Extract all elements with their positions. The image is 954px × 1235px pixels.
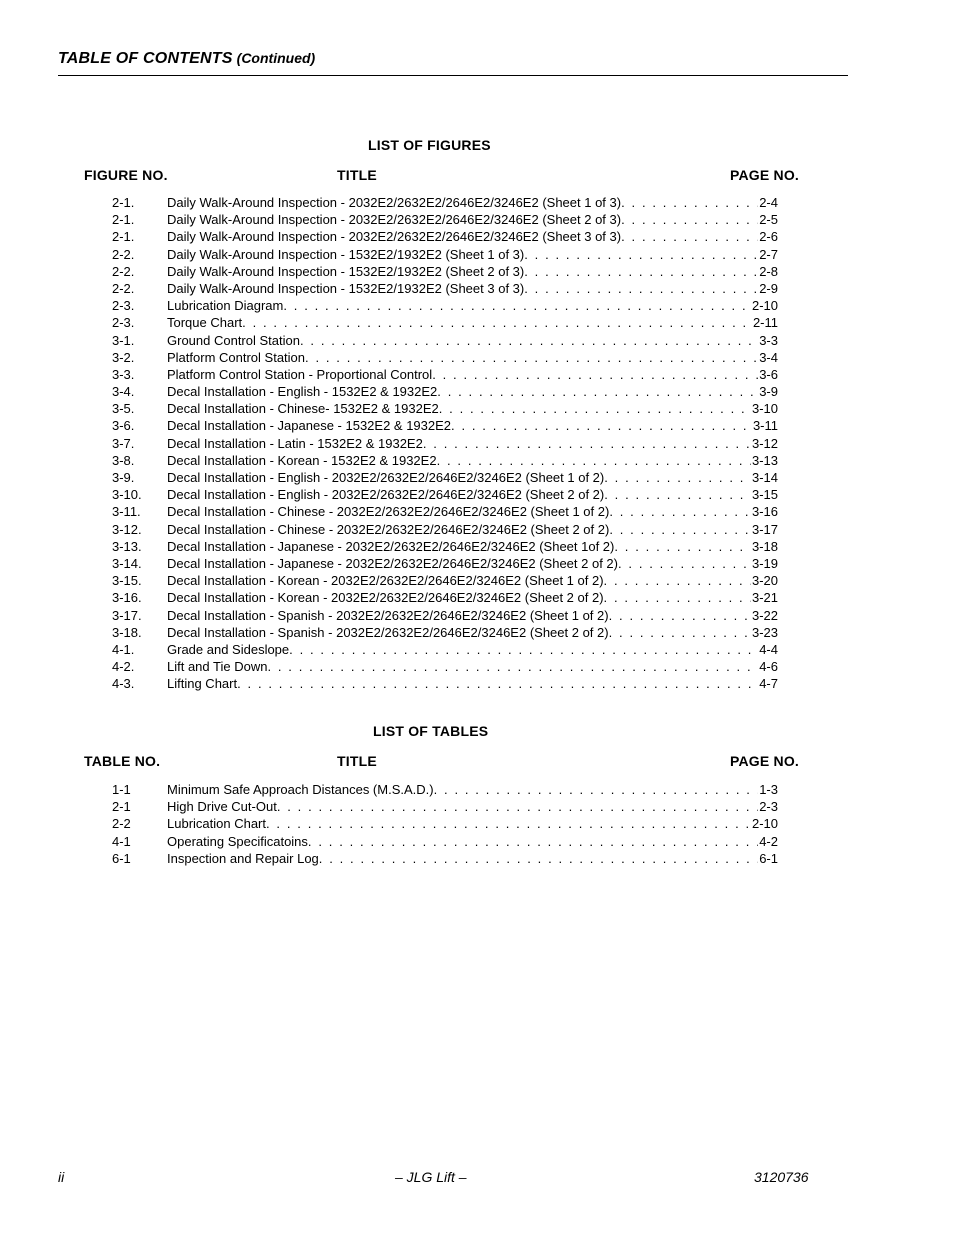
entry-line: [167, 624, 778, 641]
entry-title: Decal Installation - Korean - 1532E2 & 1932E2: [167, 452, 437, 468]
toc-entry: [112, 572, 778, 589]
entry-title: Decal Installation - Korean - 2032E2/2632E2/2646E2/3246E2 (Sheet 2 of 2): [167, 590, 604, 606]
entry-line: [167, 641, 778, 658]
entry-number: 2-1.: [112, 229, 135, 245]
toc-entry: [112, 675, 778, 692]
toc-entry: [112, 503, 778, 520]
entry-title: Decal Installation - Chinese - 2032E2/2632E2/2646E2/3246E2 (Sheet 2 of 2): [167, 521, 610, 537]
entry-number: 3-13.: [112, 538, 142, 554]
entry-page: 3-15: [751, 487, 778, 503]
entry-number: 2-2.: [112, 246, 135, 262]
entry-page: 3-20: [751, 573, 778, 589]
entry-page: 2-9: [759, 280, 778, 296]
entry-page: 2-10: [751, 816, 778, 832]
dot-leader: [451, 417, 752, 434]
toc-entry: [112, 332, 778, 349]
entry-line: [167, 246, 778, 263]
entry-page: 3-19: [751, 555, 778, 571]
toc-entry: [112, 521, 778, 538]
entry-page: 2-4: [759, 195, 778, 210]
toc-entry: [112, 833, 778, 850]
figures-col-title: TITLE: [337, 167, 377, 183]
entry-title: Daily Walk-Around Inspection - 1532E2/1932E2 (Sheet 1 of 3): [167, 246, 525, 262]
entry-number: 4-3.: [112, 676, 135, 692]
entry-page: 3-10: [751, 401, 778, 417]
footer-doc-number: 3120736: [754, 1169, 809, 1185]
entry-page: 4-4: [759, 641, 778, 657]
toc-entry: [112, 815, 778, 832]
footer-center: – JLG Lift –: [395, 1169, 467, 1185]
entry-line: [167, 332, 778, 349]
entry-page: 4-2: [759, 833, 778, 849]
entry-number: 3-17.: [112, 607, 142, 623]
toc-entry: [112, 469, 778, 486]
dot-leader: [524, 263, 758, 280]
toc-entry: [112, 486, 778, 503]
entry-page: 3-23: [751, 624, 778, 640]
entry-number: 3-5.: [112, 401, 135, 417]
header-title: TABLE OF CONTENTS: [58, 50, 233, 67]
entry-title: Decal Installation - Chinese- 1532E2 & 1932E2: [167, 401, 439, 417]
entry-line: [167, 297, 778, 314]
toc-entry: [112, 400, 778, 417]
footer-page-number: ii: [58, 1169, 65, 1185]
entry-number: 2-2: [112, 816, 131, 832]
toc-entry: [112, 658, 778, 675]
toc-entry: [112, 435, 778, 452]
dot-leader: [439, 400, 751, 417]
entry-title: Platform Control Station - Proportional Control: [167, 366, 433, 382]
entry-page: 4-7: [759, 676, 778, 692]
toc-entry: [112, 263, 778, 280]
entry-number: 3-16.: [112, 590, 142, 606]
entry-page: 3-13: [751, 452, 778, 468]
toc-entry: [112, 781, 778, 798]
entry-number: 3-2.: [112, 349, 135, 365]
figures-col-number: FIGURE NO.: [84, 167, 168, 183]
entry-number: 2-1.: [112, 212, 135, 228]
entry-number: 4-2.: [112, 659, 135, 675]
entry-page: 3-18: [751, 538, 778, 554]
dot-leader: [300, 332, 758, 349]
entry-line: [167, 572, 778, 589]
toc-entry: [112, 624, 778, 641]
entry-number: 2-2.: [112, 280, 135, 296]
dot-leader: [277, 798, 758, 815]
dot-leader: [283, 297, 751, 314]
toc-entry: [112, 383, 778, 400]
entry-number: 3-6.: [112, 418, 135, 434]
dot-leader: [266, 815, 751, 832]
dot-leader: [305, 349, 758, 366]
entry-number: 4-1.: [112, 641, 135, 657]
entry-page: 2-7: [759, 246, 778, 262]
entry-line: [167, 400, 778, 417]
dot-leader: [621, 194, 758, 211]
entry-number: 3-11.: [112, 504, 141, 520]
entry-number: 4-1: [112, 833, 131, 849]
entry-title: Decal Installation - Chinese - 2032E2/2632E2/2646E2/3246E2 (Sheet 1 of 2): [167, 504, 610, 520]
entry-line: [167, 589, 778, 606]
tables-col-number: TABLE NO.: [84, 753, 161, 769]
entry-title: Decal Installation - Korean - 2032E2/2632E2/2646E2/3246E2 (Sheet 1 of 2): [167, 573, 604, 589]
dot-leader: [609, 503, 751, 520]
dot-leader: [289, 641, 758, 658]
toc-entry: [112, 538, 778, 555]
entry-page: 2-5: [759, 212, 778, 228]
entry-line: [167, 383, 778, 400]
toc-entry: [112, 641, 778, 658]
toc-entry: [112, 555, 778, 572]
entry-title: Minimum Safe Approach Distances (M.S.A.D.): [167, 782, 434, 797]
entry-page: 3-22: [751, 607, 778, 623]
toc-entry: [112, 349, 778, 366]
toc-entry: [112, 314, 778, 331]
dot-leader: [524, 280, 758, 297]
entry-title: Decal Installation - Japanese - 2032E2/2632E2/2646E2/3246E2 (Sheet 1of 2): [167, 538, 615, 554]
entry-line: [167, 675, 778, 692]
entry-title: Decal Installation - Spanish - 2032E2/2632E2/2646E2/3246E2 (Sheet 1 of 2): [167, 607, 609, 623]
entry-number: 3-14.: [112, 555, 142, 571]
entry-number: 2-3.: [112, 315, 135, 331]
entry-page: 3-11: [752, 418, 778, 434]
tables-list: [112, 781, 778, 867]
entry-line: [167, 850, 778, 867]
entry-number: 3-4.: [112, 384, 135, 400]
dot-leader: [621, 228, 758, 245]
entry-page: 3-16: [751, 504, 778, 520]
entry-line: [167, 555, 778, 572]
toc-entry: [112, 417, 778, 434]
entry-title: Decal Installation - Japanese - 1532E2 & 1932E2: [167, 418, 452, 434]
entry-line: [167, 607, 778, 624]
toc-entry: [112, 280, 778, 297]
entry-number: 3-10.: [112, 487, 142, 503]
entry-line: [167, 417, 778, 434]
entry-line: [167, 435, 778, 452]
dot-leader: [423, 435, 751, 452]
entry-line: [167, 798, 778, 815]
entry-title: Lifting Chart: [167, 676, 238, 692]
entry-title: Decal Installation - Latin - 1532E2 & 1932E2: [167, 435, 423, 451]
entry-title: Operating Specificatoins: [167, 833, 308, 849]
entry-page: 3-21: [751, 590, 778, 606]
entry-page: 4-6: [759, 659, 778, 675]
dot-leader: [604, 469, 751, 486]
header-subtitle: (Continued): [236, 50, 316, 66]
dot-leader: [432, 366, 758, 383]
entry-line: [167, 815, 778, 832]
entry-number: 6-1: [112, 850, 131, 866]
entry-number: 2-1.: [112, 195, 135, 210]
dot-leader: [609, 607, 751, 624]
entry-line: [167, 503, 778, 520]
entry-title: Platform Control Station: [167, 349, 306, 365]
entry-page: 2-3: [759, 799, 778, 815]
dot-leader: [609, 624, 751, 641]
entry-line: [167, 833, 778, 850]
entry-title: Lubrication Diagram: [167, 298, 284, 314]
tables-section-title: LIST OF TABLES: [373, 723, 489, 739]
toc-entry: [112, 297, 778, 314]
entry-number: 3-8.: [112, 452, 135, 468]
entry-page: 3-4: [759, 349, 778, 365]
entry-title: High Drive Cut-Out: [167, 799, 277, 815]
entry-title: Decal Installation - Japanese - 2032E2/2632E2/2646E2/3246E2 (Sheet 2 of 2): [167, 555, 618, 571]
toc-entry: [112, 211, 778, 228]
dot-leader: [604, 572, 751, 589]
entry-page: 2-10: [751, 298, 778, 314]
entry-page: 3-3: [759, 332, 778, 348]
toc-entry: [112, 589, 778, 606]
toc-entry: [112, 798, 778, 815]
entry-number: 3-1.: [112, 332, 135, 348]
entry-line: [167, 263, 778, 280]
entry-title: Decal Installation - English - 2032E2/2632E2/2646E2/3246E2 (Sheet 2 of 2): [167, 487, 605, 503]
entry-number: 3-7.: [112, 435, 135, 451]
entry-line: [167, 781, 778, 798]
toc-entry: [112, 850, 778, 867]
figures-section-title: LIST OF FIGURES: [368, 137, 491, 153]
entry-number: 2-1: [112, 799, 131, 815]
dot-leader: [242, 314, 752, 331]
entry-title: Decal Installation - English - 1532E2 & 1932E2: [167, 384, 438, 400]
entry-number: 1-1: [112, 782, 131, 797]
tables-col-page: PAGE NO.: [730, 753, 800, 769]
entry-title: Decal Installation - Spanish - 2032E2/2632E2/2646E2/3246E2 (Sheet 2 of 2): [167, 624, 609, 640]
entry-page: 3-6: [759, 366, 778, 382]
toc-entry: [112, 452, 778, 469]
entry-title: Lift and Tie Down: [167, 659, 268, 675]
toc-entry: [112, 607, 778, 624]
dot-leader: [618, 555, 751, 572]
dot-leader: [621, 211, 758, 228]
entry-number: 2-2.: [112, 263, 135, 279]
entry-number: 2-3.: [112, 298, 135, 314]
dot-leader: [614, 538, 751, 555]
entry-line: [167, 228, 778, 245]
entry-line: [167, 521, 778, 538]
entry-title: Ground Control Station: [167, 332, 300, 348]
entry-title: Daily Walk-Around Inspection - 2032E2/2632E2/2646E2/3246E2 (Sheet 2 of 3): [167, 212, 622, 228]
entry-line: [167, 211, 778, 228]
entry-line: [167, 538, 778, 555]
entry-number: 3-18.: [112, 624, 142, 640]
dot-leader: [604, 589, 751, 606]
entry-number: 3-3.: [112, 366, 135, 382]
entry-number: 3-15.: [112, 573, 142, 589]
entry-line: [167, 314, 778, 331]
entry-number: 3-9.: [112, 470, 135, 485]
entry-page: 2-6: [759, 229, 778, 245]
toc-entry: [112, 228, 778, 245]
entry-line: [167, 280, 778, 297]
page-header: [58, 50, 848, 76]
entry-title: Daily Walk-Around Inspection - 2032E2/2632E2/2646E2/3246E2 (Sheet 1 of 3): [167, 195, 622, 210]
entry-title: Daily Walk-Around Inspection - 1532E2/1932E2 (Sheet 2 of 3): [167, 263, 525, 279]
dot-leader: [267, 658, 758, 675]
dot-leader: [237, 675, 758, 692]
entry-title: Lubrication Chart: [167, 816, 266, 832]
entry-page: 3-14: [751, 470, 778, 485]
figures-col-page: PAGE NO.: [730, 167, 800, 183]
entry-title: Decal Installation - English - 2032E2/2632E2/2646E2/3246E2 (Sheet 1 of 2): [167, 470, 605, 485]
dot-leader: [524, 246, 758, 263]
tables-col-title: TITLE: [337, 753, 377, 769]
dot-leader: [609, 521, 751, 538]
entry-page: 2-11: [752, 315, 778, 331]
entry-line: [167, 452, 778, 469]
dot-leader: [319, 850, 758, 867]
toc-entry: [112, 194, 778, 211]
entry-line: [167, 469, 778, 486]
dot-leader: [437, 383, 758, 400]
dot-leader: [604, 486, 751, 503]
entry-title: Daily Walk-Around Inspection - 2032E2/2632E2/2646E2/3246E2 (Sheet 3 of 3): [167, 229, 622, 245]
entry-title: Daily Walk-Around Inspection - 1532E2/1932E2 (Sheet 3 of 3): [167, 280, 525, 296]
entry-page: 6-1: [759, 850, 778, 866]
entry-line: [167, 486, 778, 503]
entry-number: 3-12.: [112, 521, 142, 537]
figures-list: [112, 194, 778, 692]
entry-line: [167, 349, 778, 366]
entry-page: 3-9: [759, 384, 778, 400]
dot-leader: [434, 781, 759, 798]
entry-page: 2-8: [759, 263, 778, 279]
entry-page: 3-12: [751, 435, 778, 451]
dot-leader: [437, 452, 751, 469]
entry-line: [167, 366, 778, 383]
entry-title: Torque Chart: [167, 315, 243, 331]
entry-line: [167, 194, 778, 211]
entry-page: 1-3: [759, 782, 778, 797]
entry-line: [167, 658, 778, 675]
dot-leader: [308, 833, 758, 850]
toc-entry: [112, 246, 778, 263]
entry-title: Inspection and Repair Log: [167, 850, 319, 866]
entry-page: 3-17: [751, 521, 778, 537]
toc-entry: [112, 366, 778, 383]
entry-title: Grade and Sideslope: [167, 641, 290, 657]
